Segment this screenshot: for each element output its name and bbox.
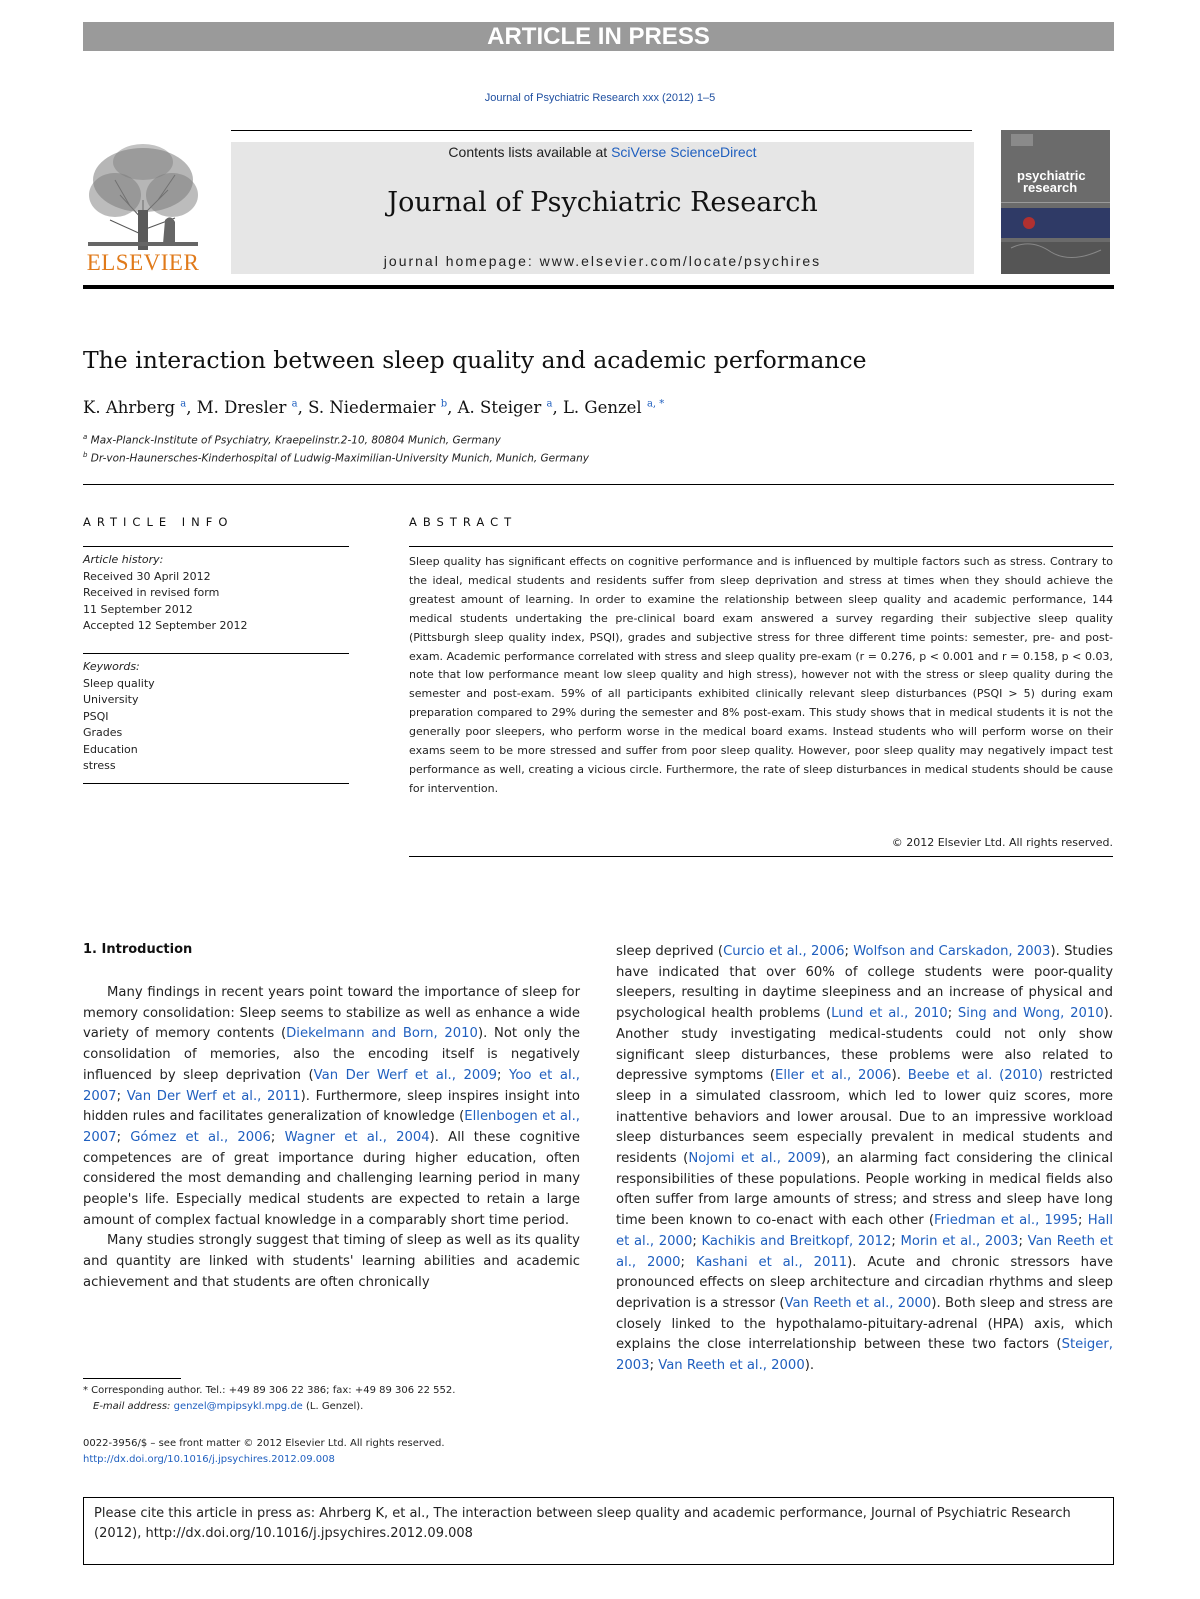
text-run: ). Both sleep and stress are closely linked to the hypothalamo-pituitary-adrenal (HPA) axis, which explains the close interrelationship between these two factors (: [616, 1295, 1113, 1353]
affiliation-mark[interactable]: a: [546, 398, 553, 410]
citation-link[interactable]: Yoo et al., 2007: [83, 1067, 580, 1104]
article-history: [83, 552, 349, 635]
info-bottom-rule: [83, 783, 349, 784]
text-run: Many findings in recent years point toward the importance of sleep for memory consolidation: Sleep seems to stabilize as well as enhance a wide variety of memory contents (: [83, 985, 580, 1042]
history-item: Received 30 April 2012: [83, 569, 211, 583]
affiliation-letter: b: [83, 451, 88, 459]
citation-link[interactable]: Morin et al., 2003: [900, 1233, 1019, 1249]
journal-homepage[interactable]: journal homepage: www.elsevier.com/locate/psychires: [383, 253, 822, 269]
text-run: ). Acute and chronic stressors have pronounced effects on sleep architecture and circadian rhythms and sleep deprivation is a stressor (: [616, 1254, 1113, 1311]
article-in-press-banner: ARTICLE IN PRESS: [83, 22, 1114, 51]
history-label: Article history:: [83, 553, 164, 566]
journal-masthead: [231, 142, 974, 274]
keywords-label: Keywords:: [83, 660, 140, 673]
author-name: S. Niedermaier: [308, 398, 436, 417]
footnote-rule: [83, 1378, 181, 1379]
keyword: PSQI: [83, 709, 109, 723]
journal-cover-thumbnail: [1001, 130, 1110, 274]
sciencedirect-link[interactable]: SciVerse ScienceDirect: [611, 144, 757, 160]
author-list: K. Ahrberg $^a$, M. Dresler $^a$, S. Niedermaier $^b$, A. Steiger $^a$, L. Genzel $^{a, *}$: [83, 398, 665, 417]
right-column: [616, 942, 1113, 1377]
citation-link[interactable]: Hall et al., 2000: [616, 1213, 1114, 1249]
citation-link[interactable]: Wagner et al., 2004: [284, 1129, 430, 1145]
journal-title: Journal of Psychiatric Research: [387, 187, 818, 218]
text-run: ). Another study investigating medical-students could not only show significant sleep disturbances, these problems were also related to depressive symptoms (: [616, 1006, 1113, 1084]
paragraph: [616, 942, 1113, 1377]
citation-link[interactable]: Kachikis and Breitkopf, 2012: [701, 1233, 892, 1249]
citation-link[interactable]: Nojomi et al., 2009: [688, 1151, 822, 1167]
cover-title-line-1: psychiatric: [1017, 168, 1086, 183]
affiliation-mark[interactable]: a: [180, 398, 187, 410]
text-run: ;: [680, 1254, 696, 1270]
doi-link[interactable]: http://dx.doi.org/10.1016/j.jpsychires.2012.09.008: [83, 1454, 335, 1465]
issn-line: 0022-3956/$ – see front matter © 2012 Elsevier Ltd. All rights reserved.: [83, 1438, 445, 1449]
citation-link[interactable]: Friedman et al., 1995: [934, 1213, 1079, 1229]
email-suffix: (L. Genzel).: [302, 1401, 364, 1412]
citation-link[interactable]: Lund et al., 2010: [831, 1006, 948, 1022]
publisher-wordmark: ELSEVIER: [86, 250, 200, 275]
text-run: ), an alarming fact considering the clinical responsibilities of these populations. People working in medical fields also often suffer from large amounts of stress; and stress and sleep have long time been known to co-enact with each other (: [616, 1151, 1113, 1229]
text-run: ;: [116, 1129, 131, 1145]
affiliation-mark[interactable]: a: [291, 398, 298, 410]
history-item: Received in revised form: [83, 586, 220, 599]
text-run: ). Not only the consolidation of memories, also the encoding itself is negatively influenced by sleep deprivation (: [83, 1026, 580, 1083]
contents-prefix: Contents lists available at: [448, 144, 612, 160]
cover-title-line-2: research: [1023, 180, 1078, 195]
keyword: Sleep quality: [83, 676, 155, 690]
affiliation-mark[interactable]: a, *: [646, 398, 665, 410]
text-run: restricted sleep in a simulated classroom, which led to lower quiz scores, more inattentive behaviors and lower arousal. Due to an impressive workload sleep disturbances seem especially prevalent in medical students and residents (: [616, 1068, 1114, 1167]
citation-link[interactable]: Wolfson and Carskadon, 2003: [853, 944, 1051, 959]
text-run: ;: [1018, 1233, 1028, 1249]
corresponding-author-note: [83, 1383, 603, 1415]
citation-link[interactable]: Beebe et al. (2010): [907, 1068, 1043, 1084]
email-line: [83, 1399, 603, 1415]
introduction-heading: 1. Introduction: [83, 942, 193, 957]
text-run: ;: [692, 1233, 702, 1249]
citation-box: Please cite this article in press as: Ahrberg K, et al., The interaction between sleep quality and academic performance, Journal of Psychiatric Research (2012), http://dx.doi.org/10.1016/j.jpsychires.2012.09.008: [83, 1497, 1114, 1565]
keywords-list: [83, 659, 349, 775]
text-run: sleep deprived (: [616, 944, 724, 959]
keyword: University: [83, 693, 139, 706]
affiliation-mark[interactable]: b: [440, 398, 448, 410]
left-column: [83, 983, 580, 1294]
text-run: ;: [116, 1088, 127, 1104]
citation-link[interactable]: Van Reeth et al., 2000: [616, 1233, 1113, 1270]
abstract-rule: [409, 546, 1113, 547]
email-label: E-mail address:: [93, 1401, 174, 1412]
masthead-top-rule: [231, 130, 972, 131]
paragraph: [83, 983, 580, 1231]
author-name: K. Ahrberg: [83, 398, 176, 417]
citation-link[interactable]: Van Reeth et al., 2000: [658, 1358, 805, 1374]
abstract-copyright: © 2012 Elsevier Ltd. All rights reserved.: [891, 836, 1113, 849]
history-item: 11 September 2012: [83, 602, 193, 616]
citation-link[interactable]: Van Reeth et al., 2000: [784, 1295, 932, 1311]
citation-link[interactable]: Ellenbogen et al., 2007: [83, 1109, 580, 1145]
text-run: ;: [497, 1067, 510, 1083]
affiliation: [83, 451, 1114, 465]
header-divider: [83, 484, 1114, 485]
text-run: ). All these cognitive competences are of great importance during higher education, often considered the most demanding and challenging learning period in many people's life. Especially medical students are expected to retain a large amount of complex factual knowledge in a comparably short time period.: [83, 1129, 580, 1228]
text-run: ;: [891, 1233, 901, 1249]
keyword: Grades: [83, 726, 123, 739]
text-run: ;: [1078, 1213, 1088, 1229]
contents-line: [231, 144, 974, 160]
cover-title: [1017, 170, 1086, 194]
text-run: ;: [947, 1006, 958, 1022]
masthead-bottom-rule: [83, 285, 1114, 289]
journal-reference[interactable]: Journal of Psychiatric Research xxx (2012) 1–5: [484, 92, 716, 104]
citation-link[interactable]: Van Der Werf et al., 2011: [126, 1088, 301, 1104]
keyword: stress: [83, 759, 116, 772]
citation-link[interactable]: Gómez et al., 2006: [130, 1129, 271, 1145]
citation-link[interactable]: Eller et al., 2006: [775, 1068, 892, 1084]
affiliation-text: Max-Planck-Institute of Psychiatry, Kraepelinstr.2-10, 80804 Munich, Germany: [90, 434, 501, 447]
article-title: The interaction between sleep quality and academic performance: [83, 346, 867, 374]
text-run: ;: [844, 944, 854, 959]
citation-link[interactable]: Diekelmann and Born, 2010: [286, 1026, 478, 1042]
citation-link[interactable]: Steiger, 2003: [616, 1337, 1113, 1374]
issn-note: [83, 1436, 603, 1468]
text-run: ;: [270, 1129, 285, 1145]
history-item: Accepted 12 September 2012: [83, 619, 248, 632]
author-name: M. Dresler: [196, 398, 287, 417]
abstract-text: Sleep quality has significant effects on cognitive performance and is influenced by multiple factors such as stress. Contrary to the ideal, medical students and residents suffer from sleep deprivation and stress at times when they should achieve the greatest amount of learning. In order to examine the relationship between sleep quality and academic performance, 144 medical students undertaking the pre-clinical board exam answered a survey regarding their subjective sleep quality (Pittsburgh sleep quality index, PSQI), grades and subjective stress for three different time points: semester, pre- and post-exam. Academic performance correlated with stress and sleep quality pre-exam (r = 0.276, p < 0.001 and r = 0.158, p < 0.03, note that low performance meant low sleep quality and high stress), however not with the stress or sleep quality during the semester and post-exam. 59% of all participants exhibited clinically relevant sleep disturbances (PSQI > 5) during exam preparation compared to 29% during the semester and 8% post-exam. This study shows that in medical students it is not the generally poor sleepers, who perform worse in the medical board exams. Instead students who will perform worse on their exams seem to be more stressed and suffer from poor sleep quality. However, poor sleep quality may negatively impact test performance as well, creating a vicious circle. Furthermore, the rate of sleep disturbances in medical students should be cause for intervention.: [409, 555, 1113, 795]
author-name: L. Genzel: [562, 398, 642, 417]
paragraph: Many studies strongly suggest that timing of sleep as well as its quality and quantity are linked with students' learning abilities and academic achievement and that students are often chronically: [83, 1233, 580, 1290]
citation-link[interactable]: Kashani et al., 2011: [695, 1254, 848, 1270]
article-info-rule: [83, 546, 349, 547]
affiliation: [83, 433, 1114, 447]
affiliation-text: Dr-von-Haunersches-Kinderhospital of Ludwig-Maximilian-University Munich, Munich, Germany: [90, 452, 589, 465]
citation-link[interactable]: Curcio et al., 2006: [723, 944, 845, 959]
text-run: ).: [804, 1358, 815, 1374]
citation-link[interactable]: Sing and Wong, 2010: [957, 1006, 1104, 1022]
keywords-rule: [83, 653, 349, 654]
citation-link[interactable]: Van Der Werf et al., 2009: [313, 1067, 498, 1083]
text-run: ). Studies have indicated that over 60% of college students were poor-quality sleepers, resulting in daytime sleepiness and an increase of physical and psychological health problems (: [616, 944, 1113, 1022]
keyword: Education: [83, 742, 138, 756]
affiliation-letter: a: [83, 433, 88, 441]
email-link[interactable]: genzel@mpipsykl.mpg.de: [173, 1401, 303, 1412]
abstract-bottom-rule: [409, 856, 1113, 857]
author-name: A. Steiger: [457, 398, 542, 417]
article-info-heading: ARTICLE INFO: [83, 515, 234, 529]
text-run: ). Furthermore, sleep inspires insight into hidden rules and facilitates generalization of knowledge (: [83, 1088, 580, 1125]
abstract-heading: ABSTRACT: [409, 515, 518, 529]
corresponding-author: * Corresponding author. Tel.: +49 89 306 22 386; fax: +49 89 306 22 552.: [83, 1385, 456, 1396]
text-run: ).: [891, 1068, 908, 1084]
text-run: ;: [649, 1358, 659, 1374]
